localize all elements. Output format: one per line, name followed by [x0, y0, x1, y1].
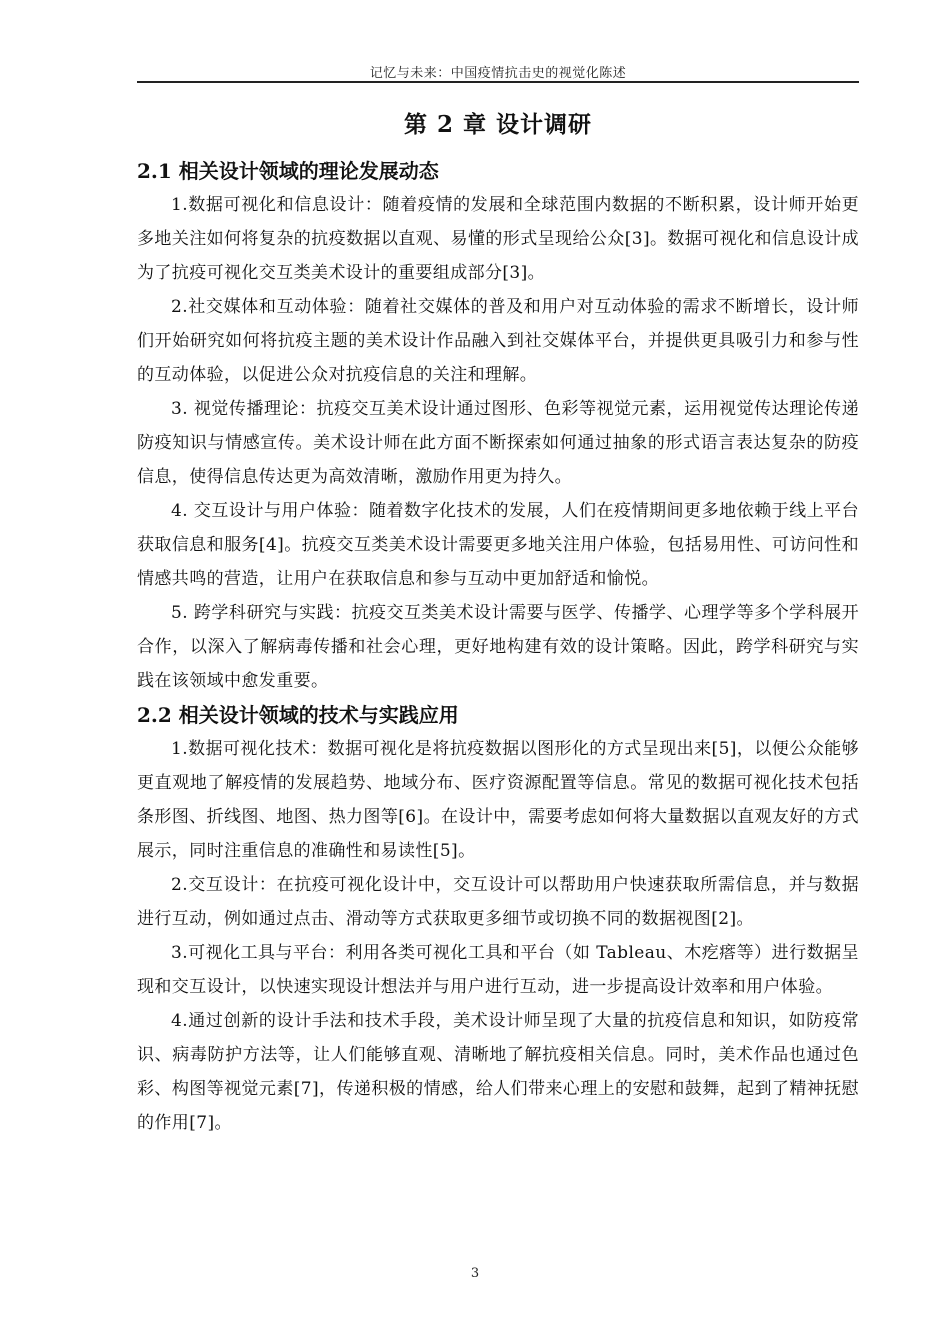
paragraph: 3. 视觉传播理论：抗疫交互美术设计通过图形、色彩等视觉元素，运用视觉传达理论传递防疫知识与情感宣传。美术设计师在此方面不断探索如何通过抽象的形式语言表达复杂的防疫信息，使得信息传达更为高效清晰，激励作用更为持久。	[137, 399, 859, 487]
page-content	[137, 108, 859, 1140]
paragraph: 5. 跨学科研究与实践：抗疫交互类美术设计需要与医学、传播学、心理学等多个学科展开合作，以深入了解病毒传播和社会心理，更好地构建有效的设计策略。因此，跨学科研究与实践在该领域中愈发重要。	[137, 603, 859, 691]
section-title: 2.1 相关设计领域的理论发展动态	[137, 159, 439, 183]
running-header: 记忆与未来：中国疫情抗击史的视觉化陈述	[369, 66, 627, 81]
header-rule	[137, 81, 859, 83]
paragraph: 3.可视化工具与平台：利用各类可视化工具和平台（如 Tableau、木疙瘩等）进行数据呈现和交互设计，以快速实现设计想法并与用户进行互动，进一步提高设计效率和用户体验。	[137, 943, 859, 997]
paragraph: 2.交互设计：在抗疫可视化设计中，交互设计可以帮助用户快速获取所需信息，并与数据进行互动，例如通过点击、滑动等方式获取更多细节或切换不同的数据视图[2]。	[137, 875, 859, 929]
paragraph: 2.社交媒体和互动体验：随着社交媒体的普及和用户对互动体验的需求不断增长，设计师们开始研究如何将抗疫主题的美术设计作品融入到社交媒体平台，并提供更具吸引力和参与性的互动体验，以促进公众对抗疫信息的关注和理解。	[137, 297, 859, 385]
paragraph: 4. 交互设计与用户体验：随着数字化技术的发展，人们在疫情期间更多地依赖于线上平台获取信息和服务[4]。抗疫交互类美术设计需要更多地关注用户体验，包括易用性、可访问性和情感共鸣的营造，让用户在获取信息和参与互动中更加舒适和愉悦。	[137, 501, 859, 589]
section-title: 2.2 相关设计领域的技术与实践应用	[137, 703, 459, 727]
paragraph: 1.数据可视化技术：数据可视化是将抗疫数据以图形化的方式呈现出来[5]，以便公众能够更直观地了解疫情的发展趋势、地域分布、医疗资源配置等信息。常见的数据可视化技术包括条形图、折线图、地图、热力图等[6]。在设计中，需要考虑如何将大量数据以直观友好的方式展示，同时注重信息的准确性和易读性[5]。	[137, 739, 859, 861]
paragraph: 1.数据可视化和信息设计：随着疫情的发展和全球范围内数据的不断积累，设计师开始更多地关注如何将复杂的抗疫数据以直观、易懂的形式呈现给公众[3]。数据可视化和信息设计成为了抗疫可视化交互类美术设计的重要组成部分[3]。	[137, 195, 859, 283]
chapter-title: 第 2 章 设计调研	[403, 111, 593, 138]
paragraph: 4.通过创新的设计手法和技术手段，美术设计师呈现了大量的抗疫信息和知识，如防疫常识、病毒防护方法等，让人们能够直观、清晰地了解抗疫相关信息。同时，美术作品也通过色彩、构图等视觉元素[7]，传递积极的情感，给人们带来心理上的安慰和鼓舞，起到了精神抚慰的作用[7]。	[137, 1011, 859, 1133]
page-number: 3	[470, 1266, 480, 1281]
